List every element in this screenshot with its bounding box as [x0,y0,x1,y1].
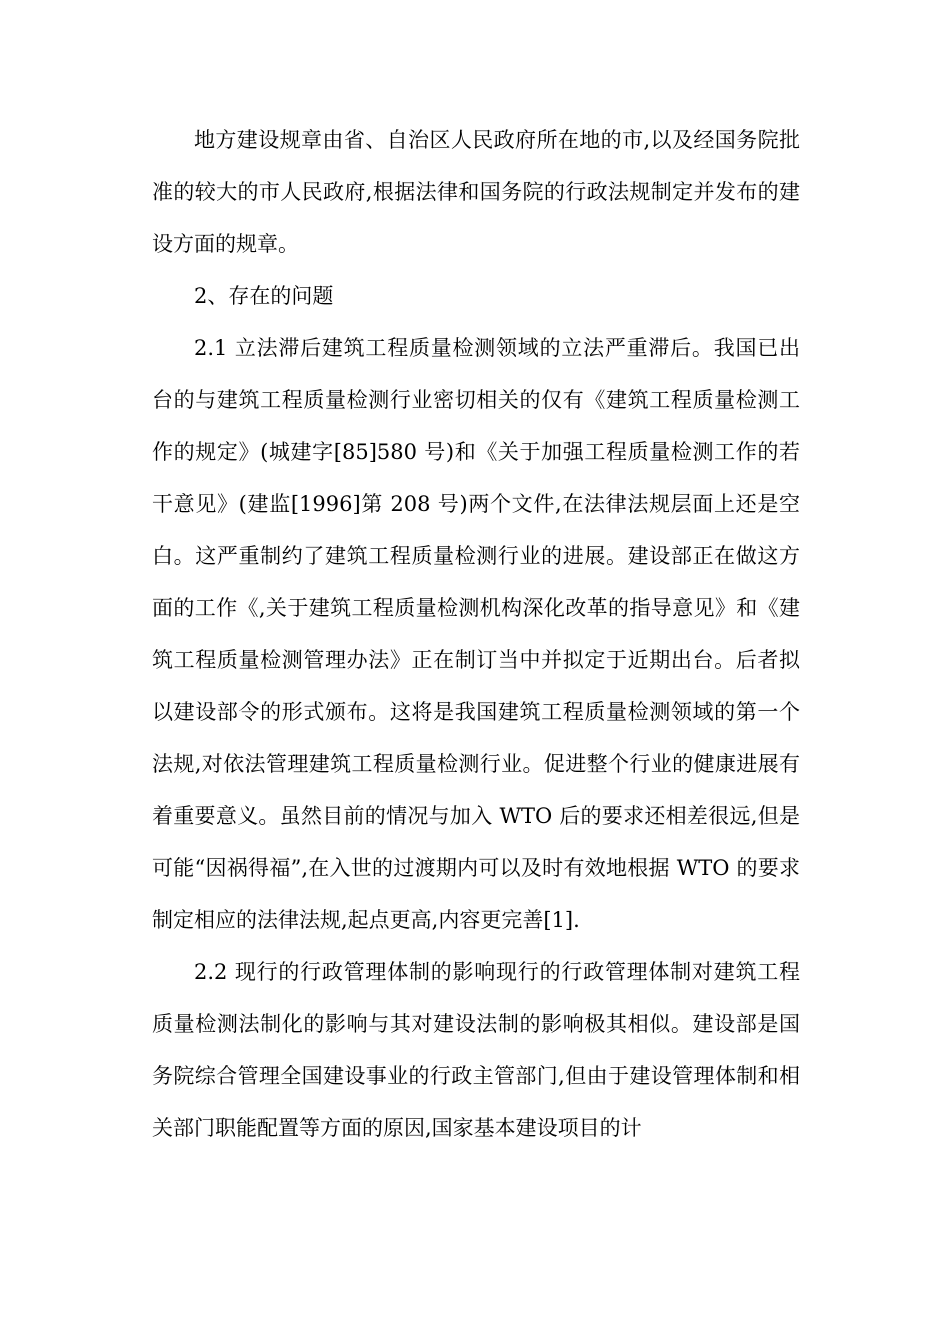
paragraph-administrative-system: 2.2 现行的行政管理体制的影响现行的行政管理体制对建筑工程质量检测法制化的影响与其对建设法制的影响极其相似。建设部是国务院综合管理全国建设事业的行政主管部门,但由于建设管理体制和相关部门职能配置等方面的原因,国家基本建设项目的计 [152,960,800,1140]
section-heading-problems: 2、存在的问题 [194,284,334,308]
paragraph-legislation-lag: 2.1 立法滞后建筑工程质量检测领域的立法严重滞后。我国已出台的与建筑工程质量检测行业密切相关的仅有《建筑工程质量检测工作的规定》(城建字[85]580 号)和《关于加强工程质量检测工作的若干意见》(建监[1996]第 208 号)两个文件,在法律法规层面上还是空白。这严重制约了建筑工程质量检测行业的进展。建设部正在做这方面的工作《,关于建筑工程质量检测机构深化改革的指导意见》和《建筑工程质量检测管理办法》正在制订当中并拟定于近期出台。后者拟以建设部令的形式颁布。这将是我国建筑工程质量检测领域的第一个法规,对依法管理建筑工程质量检测行业。促进整个行业的健康进展有着重要意义。虽然目前的情况与加入 WTO 后的要求还相差很远,但是可能“因祸得福”,在入世的过渡期内可以及时有效地根据 WTO 的要求制定相应的法律法规,起点更高,内容更完善[1]. [152,336,800,932]
paragraph-local-regulations: 地方建设规章由省、自治区人民政府所在地的市,以及经国务院批准的较大的市人民政府,根据法律和国务院的行政法规制定并发布的建设方面的规章。 [152,128,800,256]
document-body [152,114,800,1154]
